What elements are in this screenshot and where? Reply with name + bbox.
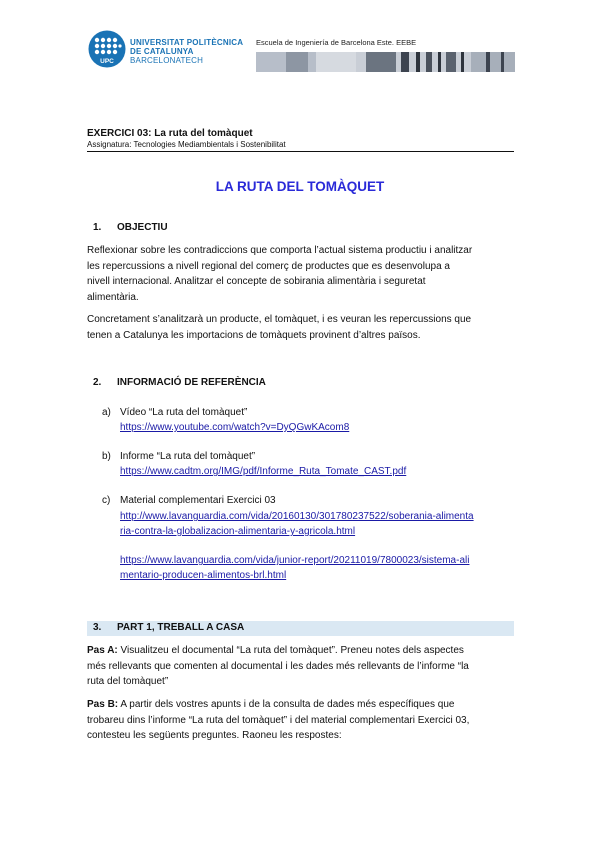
objective-paragraph-2: Concretament s’analitzarà un producte, el tomàquet, i es veuran les repercussions que tenen a Catalunya les importacions de tomàquets provinent d’altres països. <box>87 314 472 341</box>
reference-link-a[interactable]: https://www.youtube.com/watch?v=DyQGwKAcom8 <box>120 422 350 433</box>
objective-paragraph-1: Reflexionar sobre les contradiccions que comporta l’actual sistema productiu i analitzar les repercussions a nivell regional del comerç de productes que es desenvolupa a nivell internacional. Analitzar el concepte de sobirania alimentària i seguretat alimentària. <box>87 245 473 303</box>
reference-link-c1[interactable]: http://www.lavanguardia.com/vida/20160130/301780237522/soberania-alimenta ria-contra-la-globalizacion-alimentaria-y-agricola.html <box>120 511 474 537</box>
header-rule <box>87 151 514 152</box>
reference-link-b[interactable]: https://www.cadtm.org/IMG/pdf/Informe_Ruta_Tomate_CAST.pdf <box>120 466 407 477</box>
university-name: UNIVERSITAT POLITÈCNICA DE CATALUNYA BARCELONATECH <box>130 38 244 65</box>
reference-item-b: b) Informe “La ruta del tomàquet” <box>102 451 256 462</box>
school-name: Escuela de Ingeniería de Barcelona Este. EEBE <box>256 38 417 47</box>
subject-line: Assignatura: Tecnologies Mediambientals i Sostenibilitat <box>87 140 286 149</box>
upc-abbr: UPC <box>100 58 114 65</box>
reference-item-a: a) Vídeo “La ruta del tomàquet” <box>102 407 248 418</box>
upc-logo-icon <box>88 30 126 68</box>
section-1-heading: 1. OBJECTIU <box>93 222 168 233</box>
reference-item-c: c) Material complementari Exercici 03 <box>102 495 276 506</box>
reference-link-c2[interactable]: https://www.lavanguardia.com/vida/junior-report/20211019/7800023/sistema-ali mentario-producen-alimentos-brl.html <box>120 555 470 581</box>
section-2-heading: 2. INFORMACIÓ DE REFERÈNCIA <box>93 377 266 388</box>
step-a-paragraph: Pas A: Visualitzeu el documental “La ruta del tomàquet”. Preneu notes dels aspectes més rellevants que comenten al documental i les dades més rellevants de l’informe “la ruta del tomàquet” <box>87 645 469 687</box>
page-title: LA RUTA DEL TOMÀQUET <box>215 179 385 194</box>
header-banner <box>256 52 515 72</box>
exercise-title: EXERCICI 03: La ruta del tomàquet <box>87 128 253 139</box>
step-b-paragraph: Pas B: A partir dels vostres apunts i de la consulta de dades més específiques que trobareu dins l’informe “La ruta del tomàquet” i del material complementari Exercici 03, contesteu les següents preguntes. Raoneu les respostes: <box>87 699 470 741</box>
section-3-heading: 3. PART 1, TREBALL A CASA <box>93 622 245 633</box>
